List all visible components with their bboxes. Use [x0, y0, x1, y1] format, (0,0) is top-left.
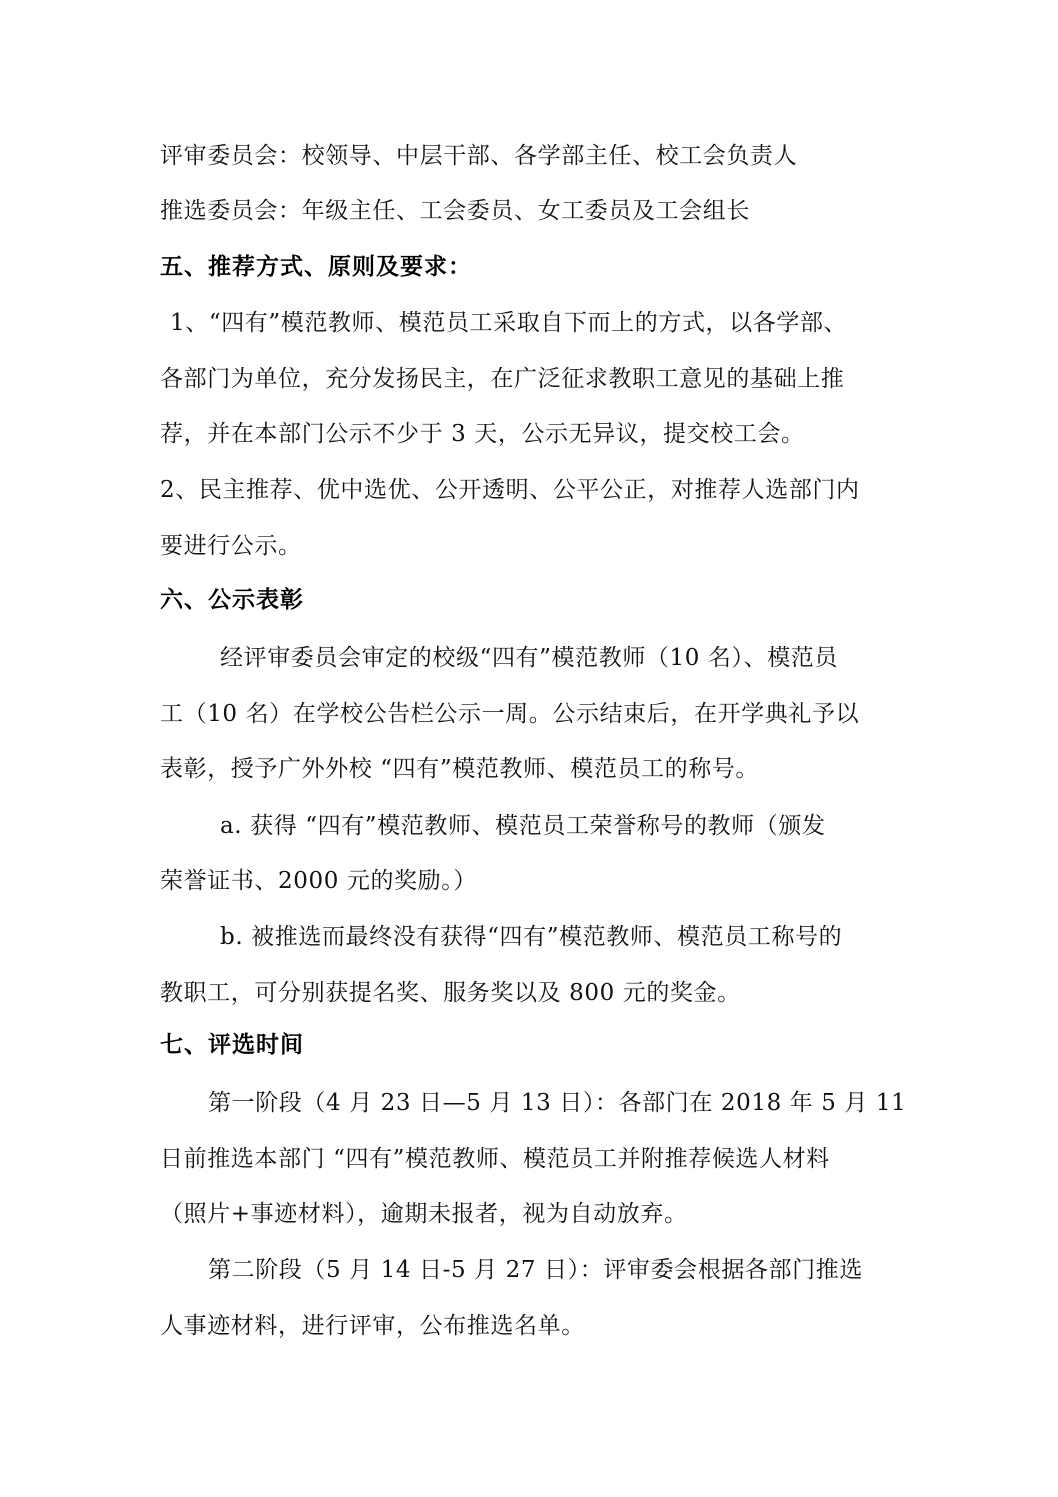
section-7-stage-1-line-3: （照片+事迹材料），逾期未报者，视为自动放弃。	[160, 1201, 688, 1227]
section-6-para-line-3: 表彰，授予广外外校 “四有”模范教师、模范员工的称号。	[160, 756, 760, 782]
section-6-item-b-line-1: b. 被推选而最终没有获得“四有”模范教师、模范员工称号的	[220, 924, 843, 950]
section-6-item-a-line-1: a. 获得 “四有”模范教师、模范员工荣誉称号的教师（颁发	[220, 813, 826, 839]
section-6-heading: 六、公示表彰	[160, 587, 304, 613]
selection-committee-line: 推选委员会：年级主任、工会委员、女工委员及工会组长	[160, 198, 750, 224]
section-5-item-2-line-1: 2、民主推荐、优中选优、公开透明、公平公正，对推荐人选部门内	[160, 477, 860, 503]
section-5-item-1-line-2: 各部门为单位，充分发扬民主，在广泛征求教职工意见的基础上推	[160, 366, 845, 392]
section-7-stage-1-line-1: 第一阶段（4 月 23 日—5 月 13 日）：各部门在 2018 年 5 月 11	[208, 1090, 907, 1116]
section-7-heading: 七、评选时间	[160, 1032, 304, 1058]
review-committee-line: 评审委员会：校领导、中层干部、各学部主任、校工会负责人	[160, 143, 798, 169]
section-5-item-1-line-3: 荐，并在本部门公示不少于 3 天，公示无异议，提交校工会。	[160, 421, 805, 447]
section-5-heading: 五、推荐方式、原则及要求：	[160, 254, 472, 280]
section-7-stage-2-line-2: 人事迹材料，进行评审，公布推选名单。	[160, 1313, 585, 1339]
section-6-para-line-1: 经评审委员会审定的校级“四有”模范教师（10 名）、模范员	[220, 645, 838, 671]
section-7-stage-1-line-2: 日前推选本部门 “四有”模范教师、模范员工并附推荐候选人材料	[160, 1146, 830, 1172]
section-5-item-2-line-2: 要进行公示。	[160, 533, 302, 559]
section-5-item-1-line-1: 1、“四有”模范教师、模范员工采取自下而上的方式，以各学部、	[170, 310, 848, 336]
section-6-para-line-2: 工（10 名）在学校公告栏公示一周。公示结束后，在开学典礼予以	[160, 701, 860, 727]
section-6-item-b-line-2: 教职工，可分别获提名奖、服务奖以及 800 元的奖金。	[160, 980, 741, 1006]
section-7-stage-2-line-1: 第二阶段（5 月 14 日-5 月 27 日）：评审委会根据各部门推选	[208, 1257, 863, 1283]
section-6-item-a-line-2: 荣誉证书、2000 元的奖励。）	[160, 868, 477, 894]
